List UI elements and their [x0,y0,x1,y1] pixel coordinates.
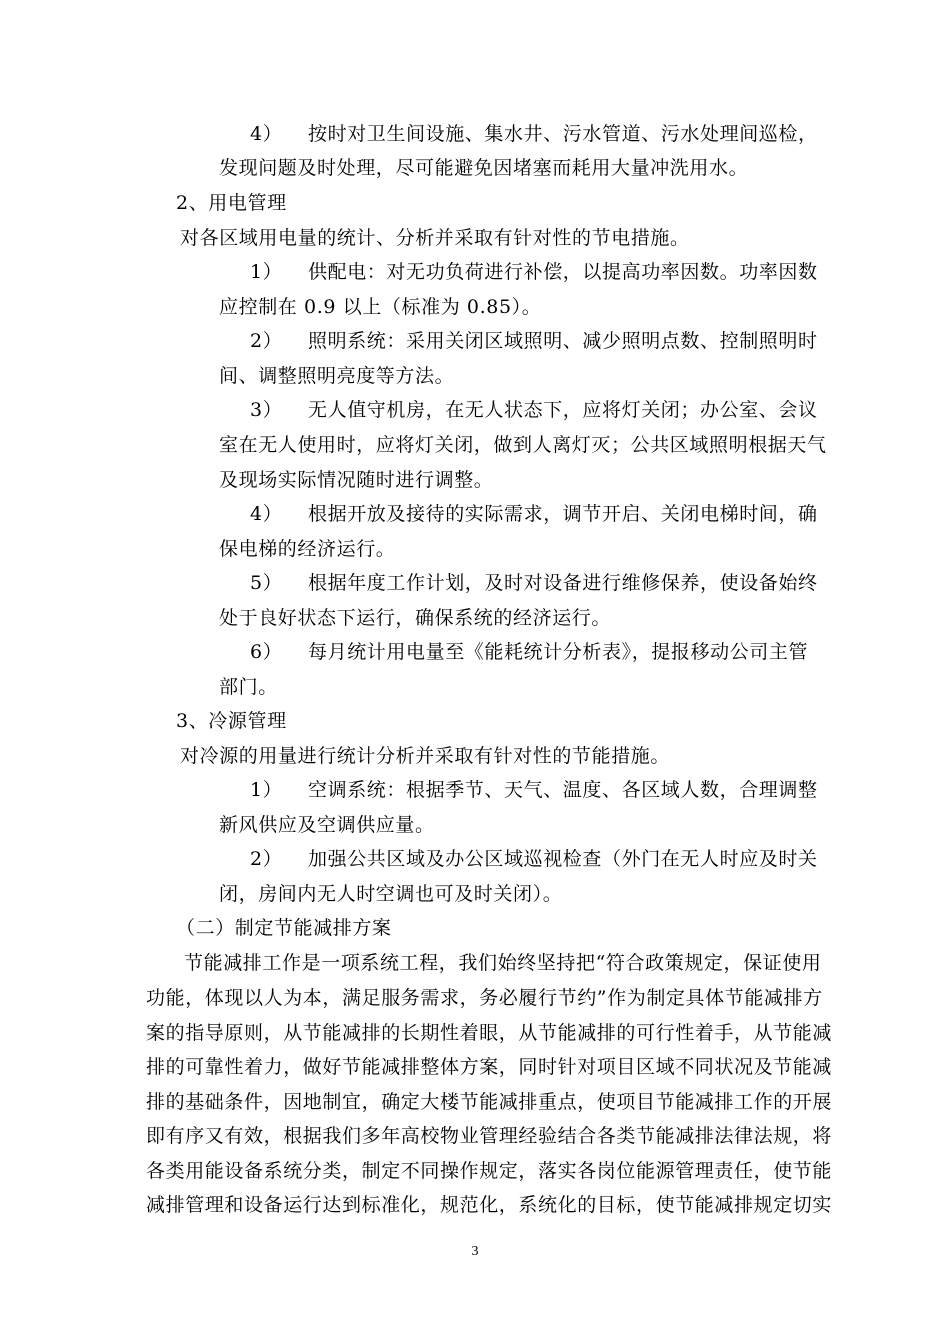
item-text: 应控制在 0.9 以上（标准为 0.85）。 [219,296,542,318]
list-item [250,394,818,429]
item-text: 及现场实际情况随时进行调整。 [219,468,494,491]
item-number: 1） [250,261,283,283]
list-item-continuation [219,671,278,706]
list-item-continuation [219,152,748,187]
section-heading: 2、用电管理 [176,192,287,214]
section-heading: 3、冷源管理 [176,710,287,732]
item-number: 1） [250,779,283,801]
body-paragraph-first-line: 节能减排工作是一项系统工程，我们始终坚持把“符合政策规定，保证使用 [184,952,822,974]
page-number: 3 [471,1244,479,1259]
list-item [250,636,808,671]
item-text: 照明系统：采用关闭区域照明、减少照明点数、控制照明时 [308,330,818,352]
item-text: 保电梯的经济运行。 [219,538,396,560]
item-number: 4） [250,503,283,525]
section-intro: 对冷源的用量进行统计分析并采取有针对性的节能措施。 [180,745,671,767]
list-item-continuation [219,360,454,395]
item-number: 3） [250,399,283,421]
list-item [250,774,818,809]
list-item [250,118,818,153]
item-text: 每月统计用电量至《能耗统计分析表》，提报移动公司主管 [308,641,809,663]
list-item-continuation [219,291,541,326]
list-item [250,498,818,533]
item-text: 闭，房间内无人时空调也可及时关闭）。 [219,883,563,905]
item-text: 室在无人使用时，应将灯关闭，做到人离灯灭；公共区域照明根据天气 [219,434,827,456]
list-item-continuation [219,878,562,913]
list-item-continuation [219,429,827,498]
body-paragraph: 功能，体现以人为本，满足服务需求，务必履行节约”作为制定具体节能减排方 案的指导原则，从节能减排的长期性着眼，从节能减排的可行性着手，从节能减 排的可靠性着力，做好节能减排整体方案，同时针对项目区域不同状况及节能减 排的基础条件，因地制宜，确定大楼节能减排重点，使项目节能减排工作的开展 即有序又有效，根据我们多年高校物业管理经验结合各类节能减排法律法规，将 各类用能设备系统分类，制定不同操作规定，落实各岗位能源管理责任，使节能 减排管理和设备运行达到标准化，规范化，系统化的目标，使节能减排规定切实 [146,987,833,1216]
list-item [250,256,818,291]
list-item-continuation [219,809,435,844]
section-intro: 对各区域用电量的统计、分析并采取有针对性的节电措施。 [180,227,690,249]
item-text: 间、调整照明亮度等方法。 [219,365,455,387]
item-text: 发现问题及时处理，尽可能避免因堵塞而耗用大量冲洗用水。 [219,157,749,179]
item-number: 4） [250,123,283,145]
item-text: 根据开放及接待的实际需求，调节开启、关闭电梯时间，确 [308,503,818,525]
item-text: 根据年度工作计划，及时对设备进行维修保养，使设备始终 [308,572,818,594]
item-text: 按时对卫生间设施、集水井、污水管道、污水处理间巡检， [308,123,818,145]
list-item-continuation [219,533,395,568]
item-number: 6） [250,641,283,663]
item-text: 加强公共区域及办公区域巡视检查（外门在无人时应及时关 [308,848,818,870]
section-heading: （二）制定节能减排方案 [176,917,392,939]
item-text: 供配电：对无功负荷进行补偿，以提高功率因数。功率因数 [308,261,818,283]
item-text: 部门。 [219,676,278,698]
list-item [250,843,818,878]
item-text: 空调系统：根据季节、天气、温度、各区域人数，合理调整 [308,779,818,801]
item-number: 5） [250,572,283,594]
item-number: 2） [250,848,283,870]
item-text: 无人值守机房，在无人状态下，应将灯关闭；办公室、会议 [308,399,818,421]
list-item-continuation [219,602,611,637]
list-item [250,567,818,602]
list-item [250,325,818,360]
item-text: 处于良好状态下运行，确保系统的经济运行。 [219,607,612,629]
item-number: 2） [250,330,283,352]
item-text: 新风供应及空调供应量。 [219,814,435,836]
